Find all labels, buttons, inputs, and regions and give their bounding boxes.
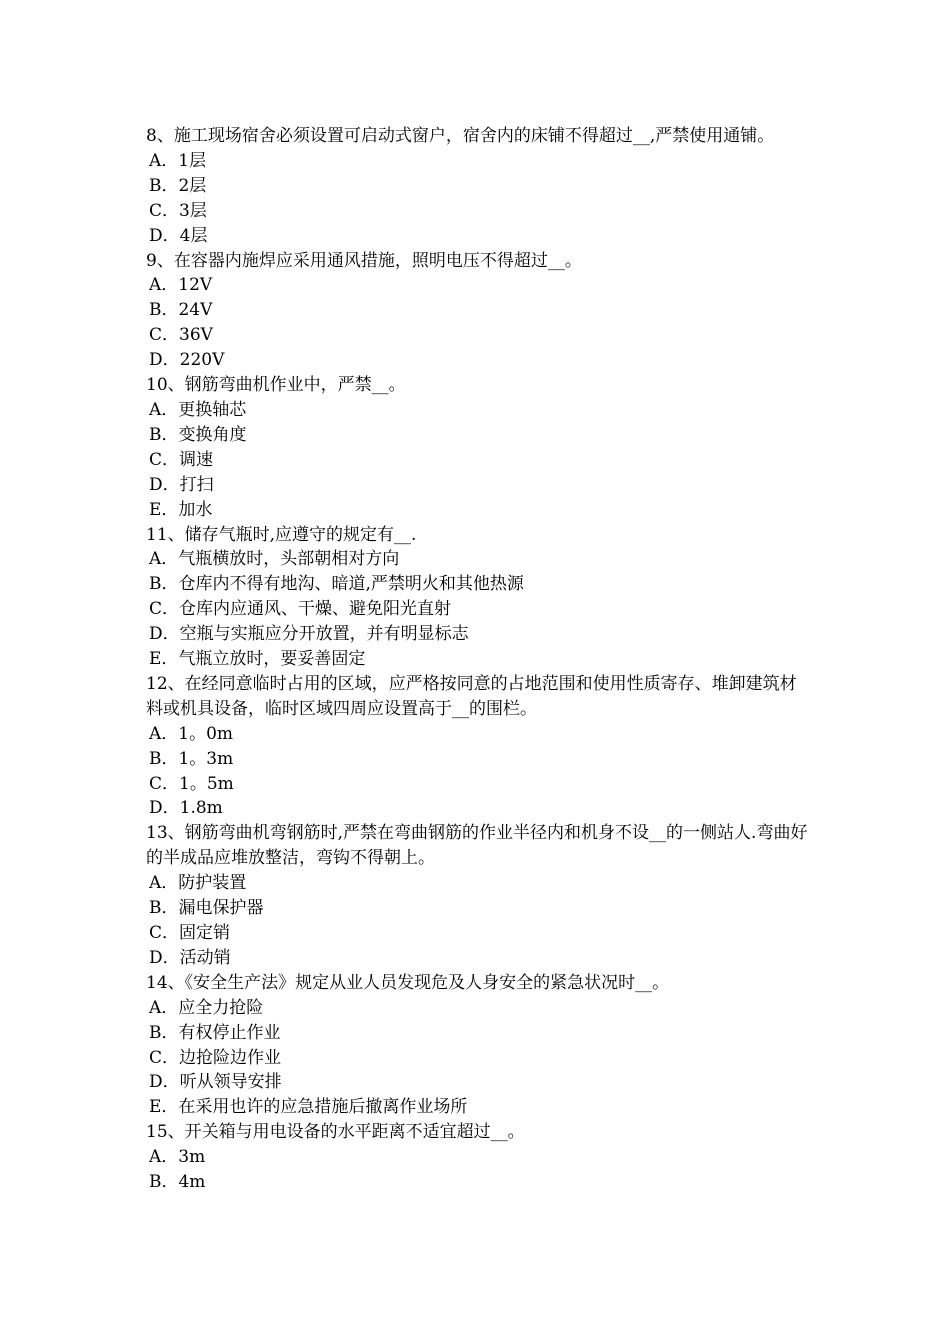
question-list — [146, 124, 810, 1195]
option-d: D．1.8m — [149, 798, 223, 819]
option-d: D．4层 — [149, 225, 208, 246]
option-a: A．1层 — [149, 150, 207, 171]
option-b: B．仓库内不得有地沟、暗道,严禁明火和其他热源 — [149, 574, 524, 595]
question-stem: 9、在容器内施焊应采用通风措施，照明电压不得超过__。 — [146, 250, 582, 271]
option-b: B．变换角度 — [149, 424, 247, 445]
option-c: C．固定销 — [149, 923, 231, 943]
option-e: E．在采用也许的应急措施后撤离作业场所 — [149, 1097, 468, 1118]
option-e: E．气瓶立放时，要妥善固定 — [149, 649, 366, 670]
option-a: A．防护装置 — [149, 873, 247, 894]
question-14 — [146, 971, 810, 1120]
question-stem: 13、钢筋弯曲机弯钢筋时,严禁在弯曲钢筋的作业半径内和机身不设__的一侧站人.弯曲好的半成品应堆放整洁，弯钩不得朝上。 — [146, 823, 808, 869]
question-13 — [146, 821, 810, 970]
option-d: D．听从领导安排 — [149, 1072, 282, 1093]
option-a: A．3m — [149, 1147, 206, 1168]
option-c: C．边抢险边作业 — [149, 1047, 282, 1068]
option-d: D．打扫 — [149, 474, 214, 495]
question-11 — [146, 523, 810, 672]
option-a: A．1。0m — [149, 723, 234, 744]
option-c: C．36V — [149, 325, 213, 346]
option-a: A．应全力抢险 — [149, 997, 264, 1018]
option-a: A．12V — [149, 275, 213, 296]
option-c: C．仓库内应通风、干燥、避免阳光直射 — [149, 599, 452, 620]
question-9 — [146, 249, 810, 374]
question-stem: 11、储存气瓶时,应遵守的规定有__. — [146, 524, 417, 545]
question-stem: 10、钢筋弯曲机作业中，严禁__。 — [146, 375, 406, 396]
option-b: B．漏电保护器 — [149, 898, 264, 919]
option-c: C．调速 — [149, 449, 214, 470]
question-stem: 12、在经同意临时占用的区域，应严格按同意的占地范围和使用性质寄存、堆卸建筑材料或机具设备，临时区域四周应设置高于__的围栏。 — [146, 673, 797, 719]
option-b: B．1。3m — [149, 748, 234, 769]
option-b: B．2层 — [149, 175, 207, 196]
option-c: C．1。5m — [149, 773, 234, 794]
option-d: D．220V — [149, 350, 225, 371]
question-12 — [146, 672, 810, 821]
option-a: A．气瓶横放时，头部朝相对方向 — [149, 549, 400, 570]
question-stem: 14、《安全生产法》规定从业人员发现危及人身安全的紧急状况时__。 — [146, 972, 670, 993]
question-15 — [146, 1120, 810, 1195]
option-a: A．更换轴芯 — [149, 399, 247, 420]
question-stem: 8、施工现场宿舍必须设置可启动式窗户，宿舍内的床铺不得超过__,严禁使用通铺。 — [146, 126, 775, 146]
question-8 — [146, 124, 810, 249]
option-d: D．空瓶与实瓶应分开放置，并有明显标志 — [149, 624, 469, 645]
option-d: D．活动销 — [149, 947, 231, 968]
option-e: E．加水 — [149, 499, 213, 520]
option-b: B．24V — [149, 300, 213, 321]
option-b: B．有权停止作业 — [149, 1022, 281, 1043]
question-10 — [146, 373, 810, 522]
question-stem: 15、开关箱与用电设备的水平距离不适宜超过__。 — [146, 1122, 525, 1143]
option-c: C．3层 — [149, 200, 207, 221]
option-b: B．4m — [149, 1172, 206, 1193]
